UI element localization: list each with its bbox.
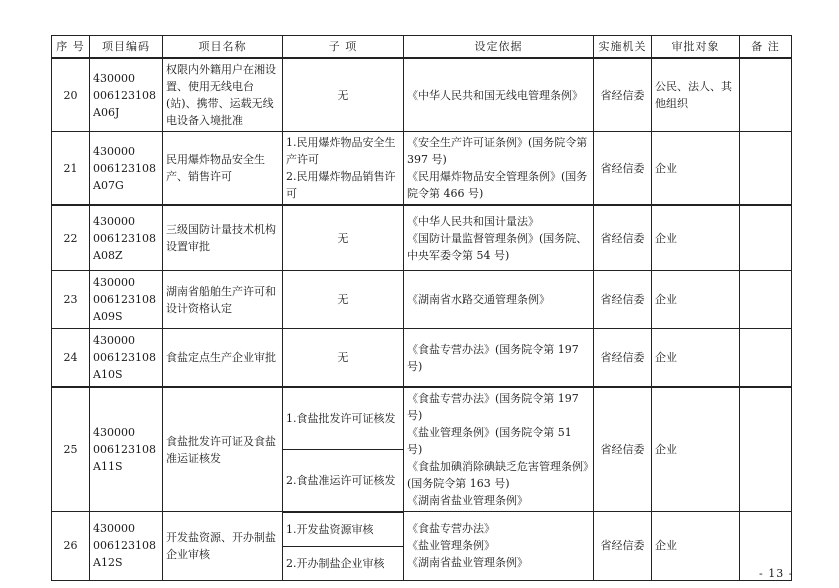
page-number: - 13 - [759, 567, 794, 580]
code-line: 430000 [93, 144, 135, 158]
row-name: 开发盐资源、开办制盐企业审核 [163, 512, 283, 581]
row-obj: 企业 [652, 329, 740, 388]
code-line: 006123108 [93, 231, 156, 245]
row-code [90, 512, 163, 581]
header-obj: 审批对象 [652, 36, 740, 59]
row-basis [404, 132, 594, 206]
row-sub: 无 [283, 205, 404, 271]
row-obj: 企业 [652, 512, 740, 581]
row-seq: 24 [52, 329, 90, 388]
row-org: 省经信委 [594, 271, 652, 329]
row-obj: 企业 [652, 132, 740, 206]
code-line: 006123108 [93, 443, 156, 456]
row-seq: 20 [52, 58, 90, 132]
header-sub: 子 项 [283, 36, 404, 59]
header-name: 项目名称 [163, 36, 283, 59]
row-name: 三级国防计量技术机构设置审批 [163, 205, 283, 271]
row-obj: 公民、法人、其他组织 [652, 58, 740, 132]
header-seq: 序 号 [52, 36, 90, 59]
table-row [52, 58, 792, 132]
row-org: 省经信委 [594, 58, 652, 132]
table-row [52, 271, 792, 329]
table-row [52, 329, 792, 388]
row-sub: 1.食盐批发许可证核发 [283, 387, 404, 449]
row-note [740, 329, 792, 388]
row-sub: 无 [283, 58, 404, 132]
header-note: 备 注 [740, 36, 792, 59]
basis-line: 《盐业管理条例》(国务院令第 51 号) [407, 426, 572, 456]
row-basis [404, 205, 594, 271]
row-org: 省经信委 [594, 387, 652, 512]
header-basis: 设定依据 [404, 36, 594, 59]
row-note [740, 58, 792, 132]
row-sub: 无 [283, 329, 404, 388]
row-basis [404, 387, 594, 512]
row-org: 省经信委 [594, 132, 652, 206]
code-line: 006123108 [93, 161, 156, 175]
row-seq: 22 [52, 205, 90, 271]
row-seq: 26 [52, 512, 90, 581]
table-row [52, 132, 792, 206]
code-line: A08Z [93, 248, 123, 262]
code-line: A10S [93, 368, 123, 381]
basis-line: 《民用爆炸物品安全管理条例》(国务院令第 466 号) [407, 170, 588, 200]
row-seq: 25 [52, 387, 90, 512]
row-name: 食盐批发许可证及食盐准运证核发 [163, 387, 283, 512]
basis-line: 《中华人民共和国无线电管理条例》 [407, 88, 583, 102]
code-line: 430000 [93, 334, 135, 347]
code-line: A11S [93, 460, 123, 473]
basis-line: 《湖南省盐业管理条例》 [407, 556, 528, 570]
row-basis [404, 271, 594, 329]
row-org: 省经信委 [594, 329, 652, 388]
basis-line: 《国防计量监督管理条例》(国务院、中央军委令第 54 号) [407, 231, 588, 262]
code-line: 006123108 [93, 351, 156, 364]
row-sub: 2.开办制盐企业审核 [283, 546, 404, 580]
row-note [740, 271, 792, 329]
code-line: 006123108 [93, 293, 156, 306]
row-sub: 无 [283, 271, 404, 329]
row-note [740, 205, 792, 271]
code-line: A06J [93, 105, 120, 119]
code-line: A09S [93, 310, 123, 323]
basis-line: 《食盐加碘消除碘缺乏危害管理条例》(国务院令第 163 号) [407, 460, 589, 490]
row-name: 湖南省船舶生产许可和设计资格认定 [163, 271, 283, 329]
basis-line: 《食盐专营办法》 [407, 522, 495, 536]
row-basis [404, 58, 594, 132]
header-code: 项目编码 [90, 36, 163, 59]
basis-line: 《中华人民共和国计量法》 [407, 214, 539, 228]
code-line: 430000 [93, 426, 135, 439]
row-seq: 21 [52, 132, 90, 206]
row-code [90, 271, 163, 329]
basis-line: 《湖南省盐业管理条例》 [407, 494, 528, 507]
row-basis [404, 512, 594, 581]
row-obj: 企业 [652, 205, 740, 271]
basis-line: 《食盐专营办法》(国务院令第 197 号) [407, 342, 579, 373]
code-line: 430000 [93, 71, 135, 85]
basis-line: 《安全生产许可证条例》(国务院令第 397 号) [407, 136, 588, 166]
row-code [90, 58, 163, 132]
table-header-row [52, 36, 792, 59]
sub-line: 1.民用爆炸物品安全生产许可 [286, 136, 396, 166]
basis-line: 《湖南省水路交通管理条例》 [407, 293, 550, 306]
row-name: 食盐定点生产企业审批 [163, 329, 283, 388]
code-line: 430000 [93, 276, 135, 289]
row-seq: 23 [52, 271, 90, 329]
row-note [740, 387, 792, 512]
row-obj: 企业 [652, 387, 740, 512]
table-row [52, 387, 792, 449]
row-basis [404, 329, 594, 388]
basis-line: 《盐业管理条例》 [407, 539, 495, 553]
row-code [90, 387, 163, 512]
row-note [740, 132, 792, 206]
sub-line: 2.民用爆炸物品销售许可 [286, 170, 396, 200]
row-org: 省经信委 [594, 512, 652, 581]
code-line: 430000 [93, 522, 135, 536]
basis-line: 《食盐专营办法》(国务院令第 197 号) [407, 392, 579, 422]
row-obj: 企业 [652, 271, 740, 329]
row-name: 权限内外籍用户在湘设置、使用无线电台(站)、携带、运载无线电设备入境批准 [163, 58, 283, 132]
row-code [90, 329, 163, 388]
table-row [52, 512, 792, 547]
row-name: 民用爆炸物品安全生产、销售许可 [163, 132, 283, 206]
row-code [90, 205, 163, 271]
code-line: 006123108 [93, 539, 156, 553]
code-line: 430000 [93, 214, 135, 228]
table-row [52, 205, 792, 271]
header-org: 实施机关 [594, 36, 652, 59]
row-sub [283, 132, 404, 206]
approval-items-table [51, 35, 792, 581]
row-org: 省经信委 [594, 205, 652, 271]
code-line: A12S [93, 556, 123, 570]
row-code [90, 132, 163, 206]
code-line: 006123108 [93, 88, 156, 102]
row-sub: 2.食盐准运许可证核发 [283, 449, 404, 511]
code-line: A07G [93, 178, 124, 192]
row-sub: 1.开发盐资源审核 [283, 512, 404, 547]
